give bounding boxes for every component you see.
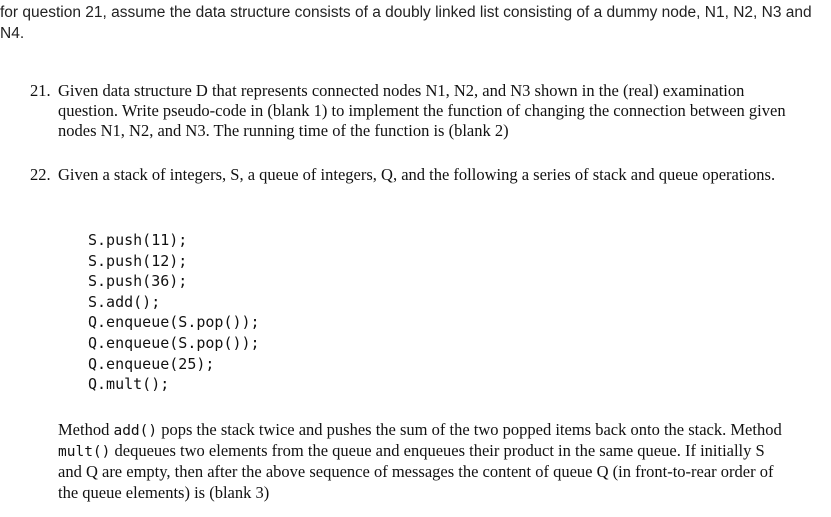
- code-line: S.push(12);: [88, 251, 188, 270]
- code-line: S.push(11);: [88, 231, 188, 249]
- method-description: [58, 420, 788, 503]
- code-block: [88, 230, 260, 395]
- mult-method-code: mult(): [58, 444, 111, 461]
- method-text-part3: dequeues two elements from the queue and enqueues their product in the same queue. If initially S and Q are empty, then after the above sequence of messages the content of queue Q (in front-to-rear order of the queue elements) is (blank 3): [58, 441, 774, 502]
- method-text-part1: Method: [58, 420, 114, 439]
- code-line: Q.mult();: [88, 375, 170, 394]
- code-line: Q.enqueue(S.pop());: [88, 333, 260, 352]
- code-line: S.add();: [88, 292, 161, 311]
- code-line: S.push(36);: [88, 272, 188, 291]
- add-method-code: add(): [113, 423, 158, 439]
- intro-text: for question 21, assume the data structure consists of a doubly linked list consisting of a dummy node, N1, N2, N3 and N4.: [0, 4, 812, 42]
- question-22-text: Given a stack of integers, S, a queue of integers, Q, and the following a series of stack and queue operations.: [58, 165, 776, 184]
- question-22: [30, 165, 790, 185]
- question-21-number: 21.: [30, 81, 51, 100]
- method-text-part2: pops the stack twice and pushes the sum of the two popped items back onto the stack. Method: [157, 420, 782, 439]
- question-21: [30, 81, 790, 141]
- question-21-text: Given data structure D that represents connected nodes N1, N2, and N3 shown in the (real) examination question. Write pseudo-code in (blank 1) to implement the function of changing the connection between given nodes N1, N2, and N3. The running time of the function is (blank 2): [58, 81, 786, 140]
- code-line: Q.enqueue(25);: [88, 354, 215, 373]
- code-line: Q.enqueue(S.pop());: [88, 313, 260, 332]
- question-22-number: 22.: [30, 165, 51, 184]
